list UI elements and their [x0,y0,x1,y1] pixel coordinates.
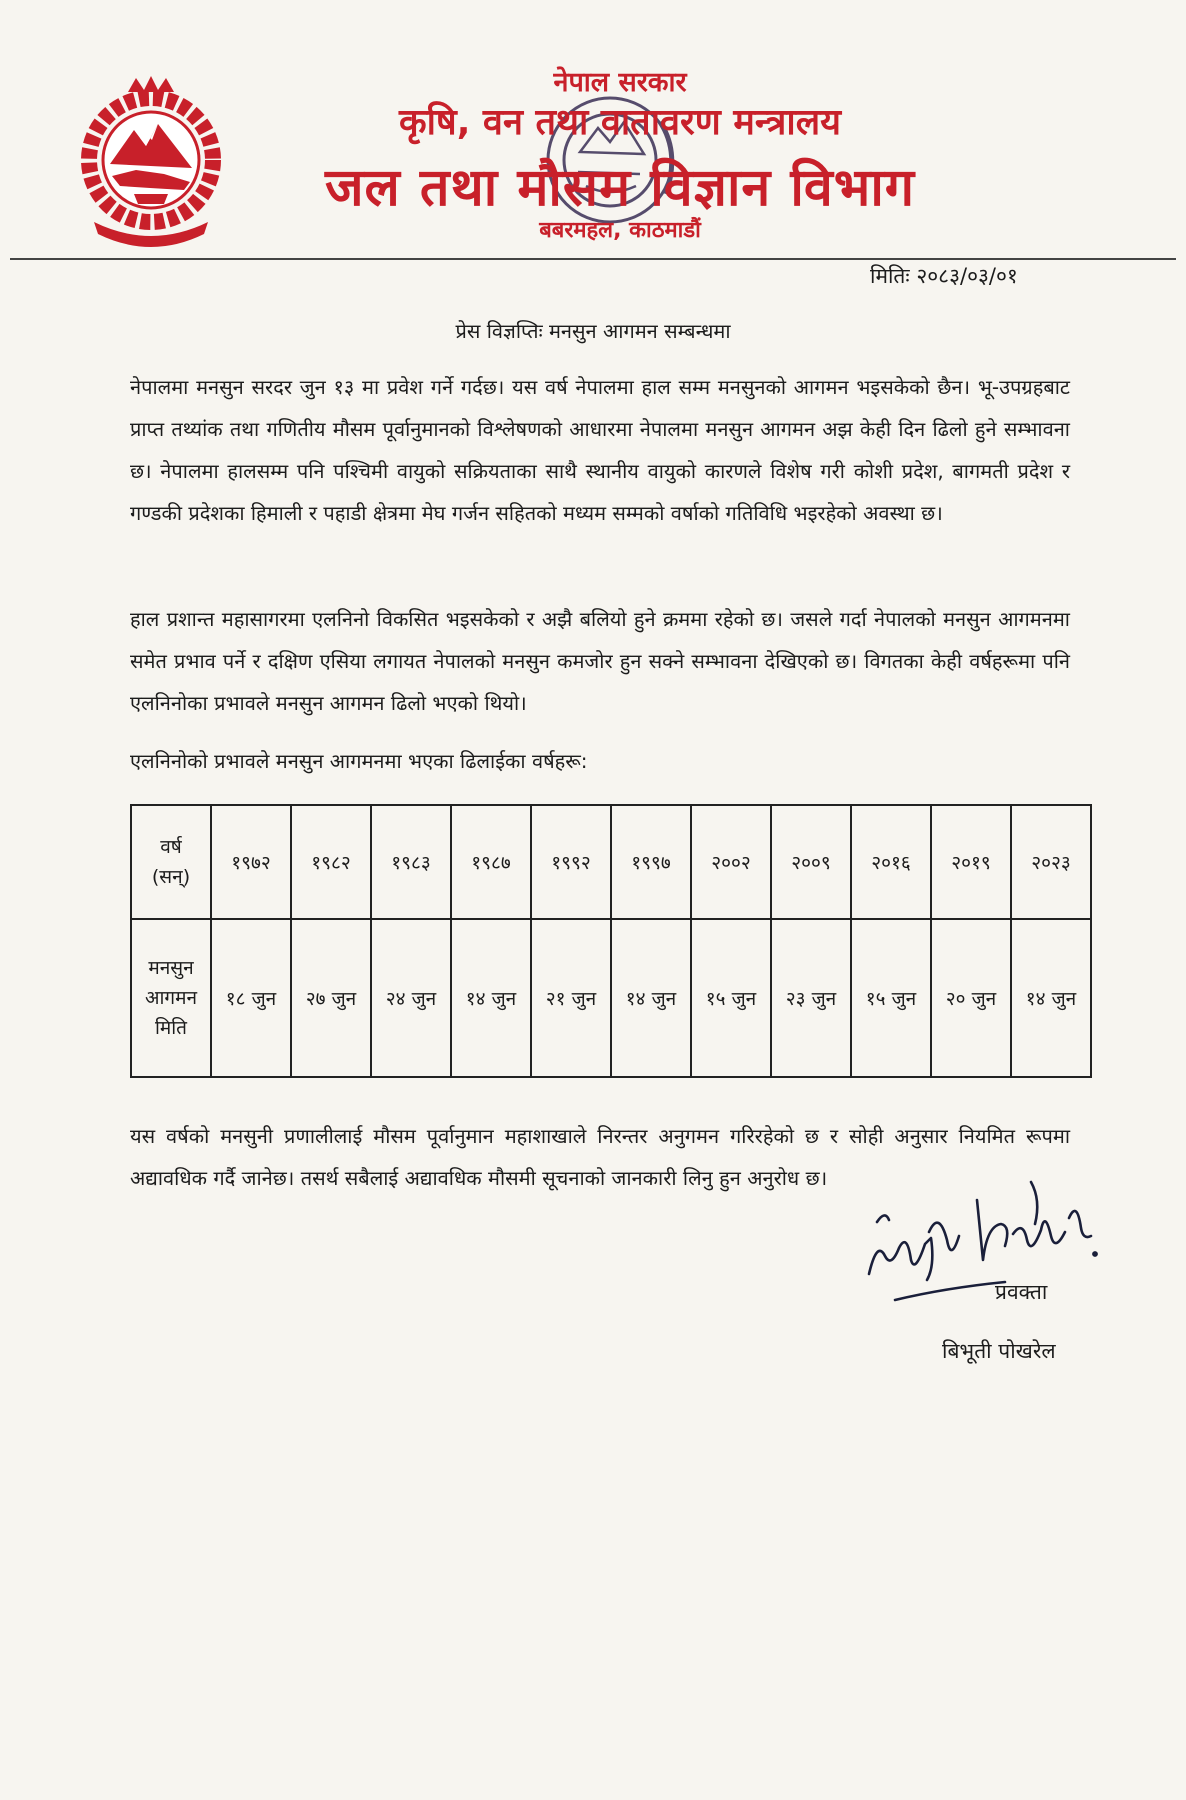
paragraph-table-intro: एलनिनोको प्रभावले मनसुन आगमनमा भएका ढिलाईका वर्षहरू: [130,749,588,773]
arrival-date-cell: १४ जुन [451,919,531,1077]
arrival-date-cell: २४ जुन [371,919,451,1077]
paragraph-monsoon-status: नेपालमा मनसुन सरदर जुन १३ मा प्रवेश गर्ने गर्दछ। यस वर्ष नेपालमा हाल सम्म मनसुनको आगमन भइसकेको छैन। भू-उपग्रहबाट प्राप्त तथ्यांक तथा गणितीय मौसम पूर्वानुमानको विश्लेषणको आधारमा नेपालमा मनसुन आगमन अझ केही दिन ढिलो हुने सम्भावना छ। नेपालमा हालसम्म पनि पश्चिमी वायुको सक्रियताका साथै स्थानीय वायुको कारणले विशेष गरी कोशी प्रदेश, बागमती प्रदेश र गण्डकी प्रदेशका हिमाली र पहाडी क्षेत्रमा मेघ गर्जन सहितको मध्यम सम्मको वर्षाको गतिविधि भइरहेको अवस्था छ। [130,375,1070,525]
arrival-date-cell: १४ जुन [611,919,691,1077]
arrival-date-cell: १५ जुन [851,919,931,1077]
arrival-date-cell: २७ जुन [291,919,371,1077]
arrival-date-cell: १५ जुन [691,919,771,1077]
date-header-line1: मनसुन [148,957,194,979]
arrival-date-cell: २० जुन [931,919,1011,1077]
arrival-date-cell: २१ जुन [531,919,611,1077]
ministry-name: कृषि, वन तथा वातावरण मन्त्रालय [398,102,842,143]
year-cell: २००९ [771,805,851,919]
table-row-dates [131,919,1091,1077]
handwritten-signature [855,1170,1100,1310]
nepal-emblem-icon [76,72,226,247]
letterhead-divider [10,258,1176,260]
year-header-sub: (सन्) [151,866,191,888]
year-cell: १९९७ [611,805,691,919]
year-header-cell [131,805,211,919]
arrival-date-cell: १८ जुन [211,919,291,1077]
signatory-role: प्रवक्ता [995,1280,1048,1304]
paragraph-el-nino: हाल प्रशान्त महासागरमा एलनिनो विकसित भइसकेको र अझै बलियो हुने क्रममा रहेको छ। जसले गर्दा नेपालको मनसुन आगमनमा समेत प्रभाव पर्ने र दक्षिण एसिया लगायत नेपालको मनसुन कमजोर हुन सक्ने सम्भावना देखिएको छ। विगतका केही वर्षहरूमा पनि एलनिनोका प्रभावले मनसुन आगमन ढिलो भएको थियो। [130,607,1070,715]
year-cell: १९८७ [451,805,531,919]
year-cell: २००२ [691,805,771,919]
date-header-line3: मिति [154,1017,188,1039]
table-row-years [131,805,1091,919]
year-cell: १९९२ [531,805,611,919]
date-header-cell [131,919,211,1077]
date-header-line2: आगमन [144,987,198,1009]
year-cell: २०१६ [851,805,931,919]
paragraph-monitoring: यस वर्षको मनसुनी प्रणालीलाई मौसम पूर्वानुमान महाशाखाले निरन्तर अनुगमन गरिरहेको छ र सोही अनुसार नियमित रूपमा अद्यावधिक गर्दै जानेछ। तसर्थ सबैलाई अद्यावधिक मौसमी सूचनाको जानकारी लिनु हुन अनुरोध छ। [130,1124,1070,1190]
release-date: मितिः २०८३/०३/०१ [870,264,1018,288]
year-cell: १९८३ [371,805,451,919]
department-address: बबरमहल, काठमाडौं [539,218,701,243]
year-cell: १९८२ [291,805,371,919]
press-release-title: प्रेस विज्ञप्तिः मनसुन आगमन सम्बन्धमा [455,319,731,343]
arrival-date-cell: १४ जुन [1011,919,1091,1077]
arrival-date-cell: २३ जुन [771,919,851,1077]
government-name: नेपाल सरकार [553,67,687,98]
signatory-name: बिभूती पोखरेल [942,1339,1056,1363]
year-cell: २०१९ [931,805,1011,919]
monsoon-delay-table [130,804,1092,1078]
year-header-label: वर्ष [160,836,182,858]
year-cell: १९७२ [211,805,291,919]
department-name: जल तथा मौसम विज्ञान विभाग [324,158,916,218]
year-cell: २०२३ [1011,805,1091,919]
